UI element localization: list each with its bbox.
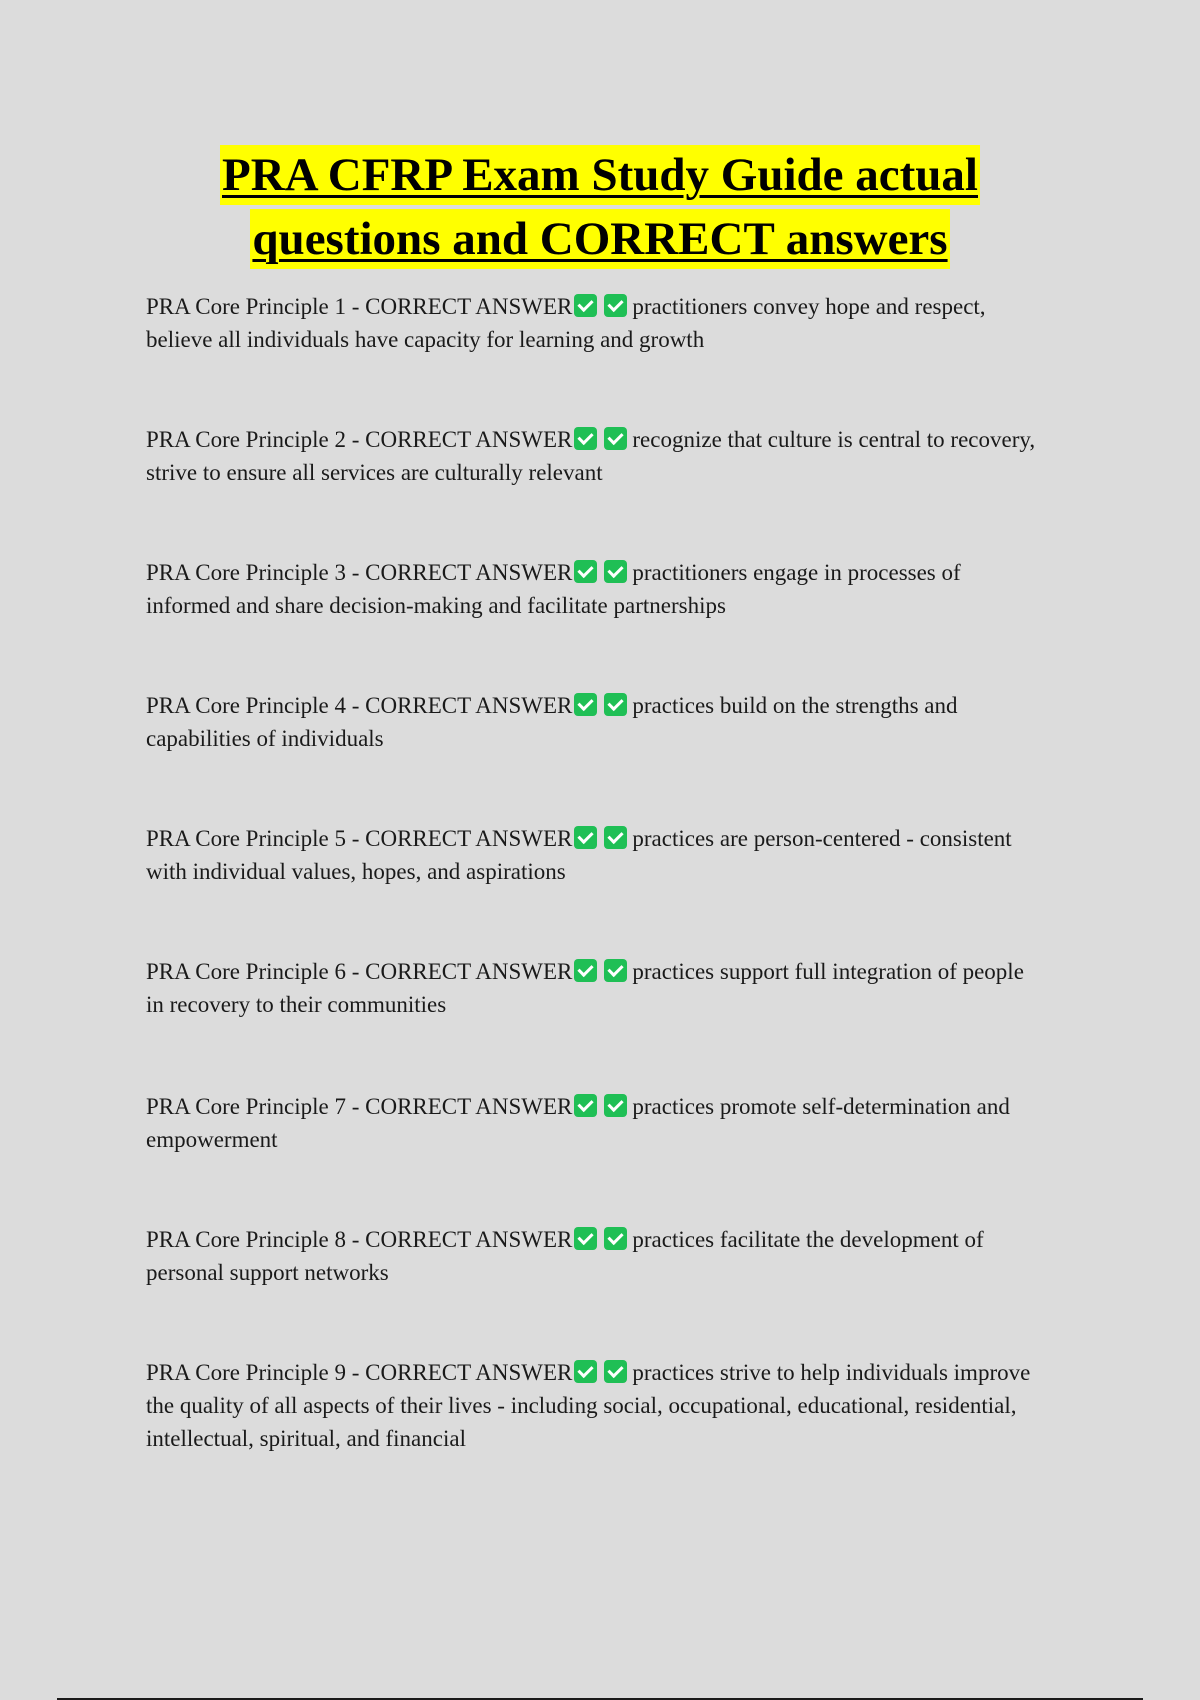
check-mark-icon [604,1227,627,1250]
answer-text: practices promote self-determination and empowerment [146,1094,1010,1152]
check-mark-icon [574,294,597,317]
answer-text: practices build on the strengths and capabilities of individuals [146,693,958,751]
check-mark-icon [604,560,627,583]
question-text: PRA Core Principle 9 - CORRECT ANSWER [146,1360,573,1385]
check-mark-icon [604,959,627,982]
check-mark-icon [574,1360,597,1383]
question-text: PRA Core Principle 7 - CORRECT ANSWER [146,1094,573,1119]
check-mark-icon [574,959,597,982]
question-text: PRA Core Principle 8 - CORRECT ANSWER [146,1227,573,1252]
qa-entry-6 [146,955,1046,1021]
document-title [0,145,1200,269]
check-mark-icon [604,427,627,450]
answer-text: practices are person-centered - consistent with individual values, hopes, and aspirations [146,826,1012,884]
qa-entry-5 [146,822,1046,888]
answer-text: recognize that culture is central to recovery, strive to ensure all services are culturally relevant [146,427,1036,485]
question-text: PRA Core Principle 3 - CORRECT ANSWER [146,560,573,585]
check-mark-icon [574,826,597,849]
qa-entry-2 [146,423,1046,489]
qa-entry-8 [146,1223,1046,1289]
check-mark-icon [574,1094,597,1117]
question-text: PRA Core Principle 2 - CORRECT ANSWER [146,427,573,452]
answer-text: practitioners engage in processes of informed and share decision-making and facilitate partnerships [146,560,961,618]
check-mark-icon [574,693,597,716]
qa-entry-1 [146,290,1046,356]
answer-text: practices strive to help individuals improve the quality of all aspects of their lives - including social, occupational, educational, residential, intellectual, spiritual, and financial [146,1360,1031,1451]
check-mark-icon [604,826,627,849]
question-text: PRA Core Principle 4 - CORRECT ANSWER [146,693,573,718]
title-line-2: questions and CORRECT answers [250,209,949,269]
qa-entry-9 [146,1356,1046,1455]
check-mark-icon [574,560,597,583]
answer-text: practices facilitate the development of personal support networks [146,1227,984,1285]
check-mark-icon [604,1360,627,1383]
title-line-1: PRA CFRP Exam Study Guide actual [220,145,980,205]
question-text: PRA Core Principle 1 - CORRECT ANSWER [146,294,573,319]
answer-text: practices support full integration of people in recovery to their communities [146,959,1024,1017]
qa-entry-7 [146,1090,1046,1156]
qa-entry-4 [146,689,1046,755]
question-text: PRA Core Principle 6 - CORRECT ANSWER [146,959,573,984]
check-mark-icon [604,1094,627,1117]
check-mark-icon [604,294,627,317]
check-mark-icon [604,693,627,716]
qa-entry-3 [146,556,1046,622]
check-mark-icon [574,427,597,450]
check-mark-icon [574,1227,597,1250]
answer-text: practitioners convey hope and respect, believe all individuals have capacity for learning and growth [146,294,986,352]
question-text: PRA Core Principle 5 - CORRECT ANSWER [146,826,573,851]
